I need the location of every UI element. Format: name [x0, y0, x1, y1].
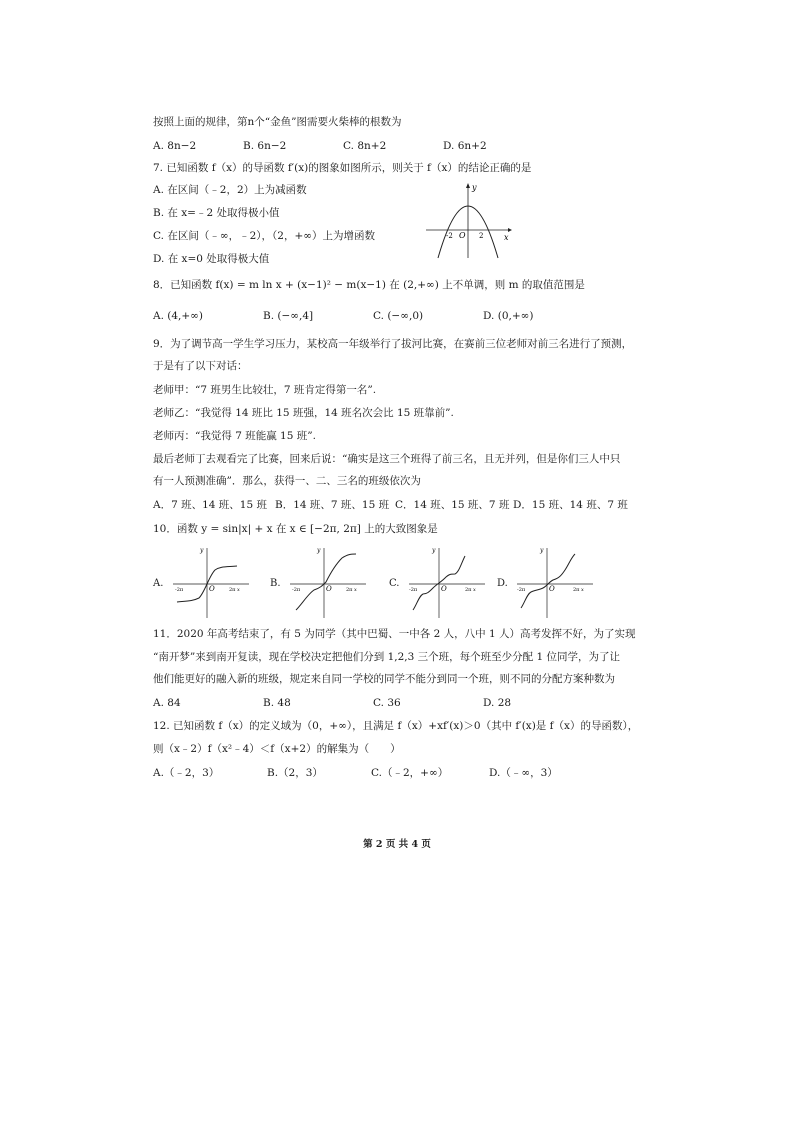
q10-graph-a	[169, 544, 253, 620]
svg-text:x: x	[354, 587, 357, 593]
svg-text:2π: 2π	[346, 587, 353, 593]
svg-text:y: y	[540, 547, 544, 554]
q10-graph-d	[513, 544, 597, 620]
svg-text:x: x	[473, 587, 476, 593]
q10-label-d: D.	[497, 578, 508, 589]
q10-choice-c[interactable]	[389, 544, 489, 620]
q11-option-c[interactable]: C. 36	[373, 697, 401, 709]
q10-label-c: C.	[389, 578, 400, 589]
q9-option-b[interactable]: B．14 班、7 班、15 班	[275, 499, 390, 511]
q7-graph-neg-label: -2	[446, 232, 453, 240]
q7-graph-pos-label: 2	[479, 232, 484, 240]
q9-line1: 9．为了调节高一学生学习压力，某校高一年级举行了拔河比赛，在赛前三位老师对前三名进行了预测，	[153, 338, 633, 350]
svg-text:2π: 2π	[573, 587, 580, 593]
q7-stem: 7. 已知函数 f（x）的导函数 f′(x)的图象如图所示，则关于 f（x）的结论正确的是	[153, 162, 532, 174]
q6-option-d[interactable]: D. 6n+2	[443, 140, 487, 152]
q9-line7: 有一人预测准确”．那么，获得一、二、三名的班级依次为	[153, 475, 421, 487]
q6-options	[153, 139, 487, 153]
q11-line2: “南开梦”来到南开复读，现在学校决定把他们分到 1,2,3 三个班，每个班至少分配 1 位同学，为了让	[153, 651, 620, 663]
q9-line3: 老师甲：“7 班男生比较壮，7 班肯定得第一名”.	[153, 384, 377, 396]
q12-option-b[interactable]: B.（2，3）	[267, 767, 323, 779]
q6-option-c[interactable]: C. 8n+2	[343, 140, 387, 152]
svg-text:O: O	[441, 585, 447, 593]
q7-option-c[interactable]: C. 在区间（﹣∞，﹣2），（2，+∞）上为增函数	[153, 230, 375, 242]
q8-stem: 8．已知函数 f(x) = m ln x + (x−1)² − m(x−1) 在 (2,+∞) 上不单调，则 m 的取值范围是	[153, 279, 585, 291]
svg-text:O: O	[549, 585, 555, 593]
q11-options	[153, 696, 511, 710]
svg-text:y: y	[317, 547, 321, 554]
q6-option-a[interactable]: A. 8n−2	[153, 140, 197, 152]
q7-graph-origin: O	[459, 231, 466, 240]
q7-graph-x-label: x	[504, 233, 509, 242]
svg-text:y: y	[432, 547, 436, 554]
svg-text:y: y	[200, 547, 204, 554]
q6-option-b[interactable]: B. 6n−2	[243, 140, 287, 152]
q9-line2: 于是有了以下对话：	[153, 360, 248, 372]
svg-text:-2π: -2π	[292, 587, 301, 593]
svg-text:x: x	[237, 587, 240, 593]
svg-text:2π: 2π	[465, 587, 472, 593]
q10-label-a: A.	[153, 578, 164, 589]
q8-option-a[interactable]: A. (4,+∞)	[153, 310, 204, 322]
q10-stem: 10．函数 y = sin|x| + x 在 x ∈ [−2π, 2π] 上的大致图象是	[153, 523, 438, 535]
svg-text:O: O	[326, 585, 332, 593]
q9-option-c[interactable]: C．14 班、15 班、7 班	[395, 499, 510, 511]
q10-graph-c	[405, 544, 489, 620]
q7-derivative-graph	[424, 180, 514, 262]
q8-option-c[interactable]: C. (−∞,0)	[373, 310, 424, 322]
q9-line6: 最后老师丁去观看完了比赛，回来后说：“确实是这三个班得了前三名，且无并列，但是你们三人中只	[153, 453, 621, 465]
q10-choice-b[interactable]	[270, 544, 370, 620]
q8-option-d[interactable]: D. (0,+∞)	[483, 310, 534, 322]
q8-option-b[interactable]: B. (−∞,4]	[263, 310, 314, 322]
q12-line2: 则（x﹣2）f（x²﹣4）＜f（x+2）的解集为（ ）	[153, 743, 401, 755]
q12-options	[153, 766, 558, 780]
svg-text:-2π: -2π	[409, 587, 418, 593]
q11-option-a[interactable]: A. 84	[153, 697, 181, 709]
q6-intro: 按照上面的规律，第n个“金鱼”图需要火柴棒的根数为	[153, 116, 402, 128]
q11-line1: 11．2020 年高考结束了，有 5 为同学（其中巴蜀、一中各 2 人，八中 1 人）高考发挥不好，为了实现	[153, 628, 636, 640]
svg-text:O: O	[209, 585, 215, 593]
q9-line5: 老师丙：“我觉得 7 班能赢 15 班”.	[153, 430, 316, 442]
q9-options	[153, 498, 628, 512]
q11-option-b[interactable]: B. 48	[263, 697, 291, 709]
q10-choice-d[interactable]	[497, 544, 597, 620]
q12-option-c[interactable]: C.（﹣2，+∞）	[371, 767, 449, 779]
q9-option-d[interactable]: D．15 班、14 班、7 班	[513, 499, 628, 511]
q11-option-d[interactable]: D. 28	[483, 697, 512, 709]
svg-text:-2π: -2π	[517, 587, 526, 593]
svg-text:2π: 2π	[229, 587, 236, 593]
q9-option-a[interactable]: A．7 班、14 班、15 班	[153, 499, 267, 511]
q9-line4: 老师乙：“我觉得 14 班比 15 班强，14 班名次会比 15 班靠前”.	[153, 407, 454, 419]
q11-line3: 他们能更好的融入新的班级，规定来自同一学校的同学不能分到同一个班，则不同的分配方案种数为	[153, 673, 615, 685]
q10-choice-a[interactable]	[153, 544, 253, 620]
q8-options	[153, 309, 533, 323]
q7-option-b[interactable]: B. 在 x=﹣2 处取得极小值	[153, 207, 280, 219]
svg-text:-2π: -2π	[175, 587, 184, 593]
q10-graph-b	[286, 544, 370, 620]
q10-label-b: B.	[270, 578, 281, 589]
q7-option-d[interactable]: D. 在 x=0 处取得极大值	[153, 253, 270, 265]
q12-option-d[interactable]: D.（﹣∞，3）	[489, 767, 558, 779]
q12-option-a[interactable]: A.（﹣2，3）	[153, 767, 220, 779]
q12-line1: 12. 已知函数 f（x）的定义域为（0，+∞），且满足 f（x）+xf′(x)＞0（其中 f′(x)是 f（x）的导函数），	[153, 720, 639, 732]
svg-text:x: x	[581, 587, 584, 593]
q7-option-a[interactable]: A. 在区间（﹣2，2）上为减函数	[153, 184, 307, 196]
q7-graph-y-label: y	[472, 183, 477, 192]
page-footer: 第 2 页 共 4 页	[363, 839, 431, 850]
